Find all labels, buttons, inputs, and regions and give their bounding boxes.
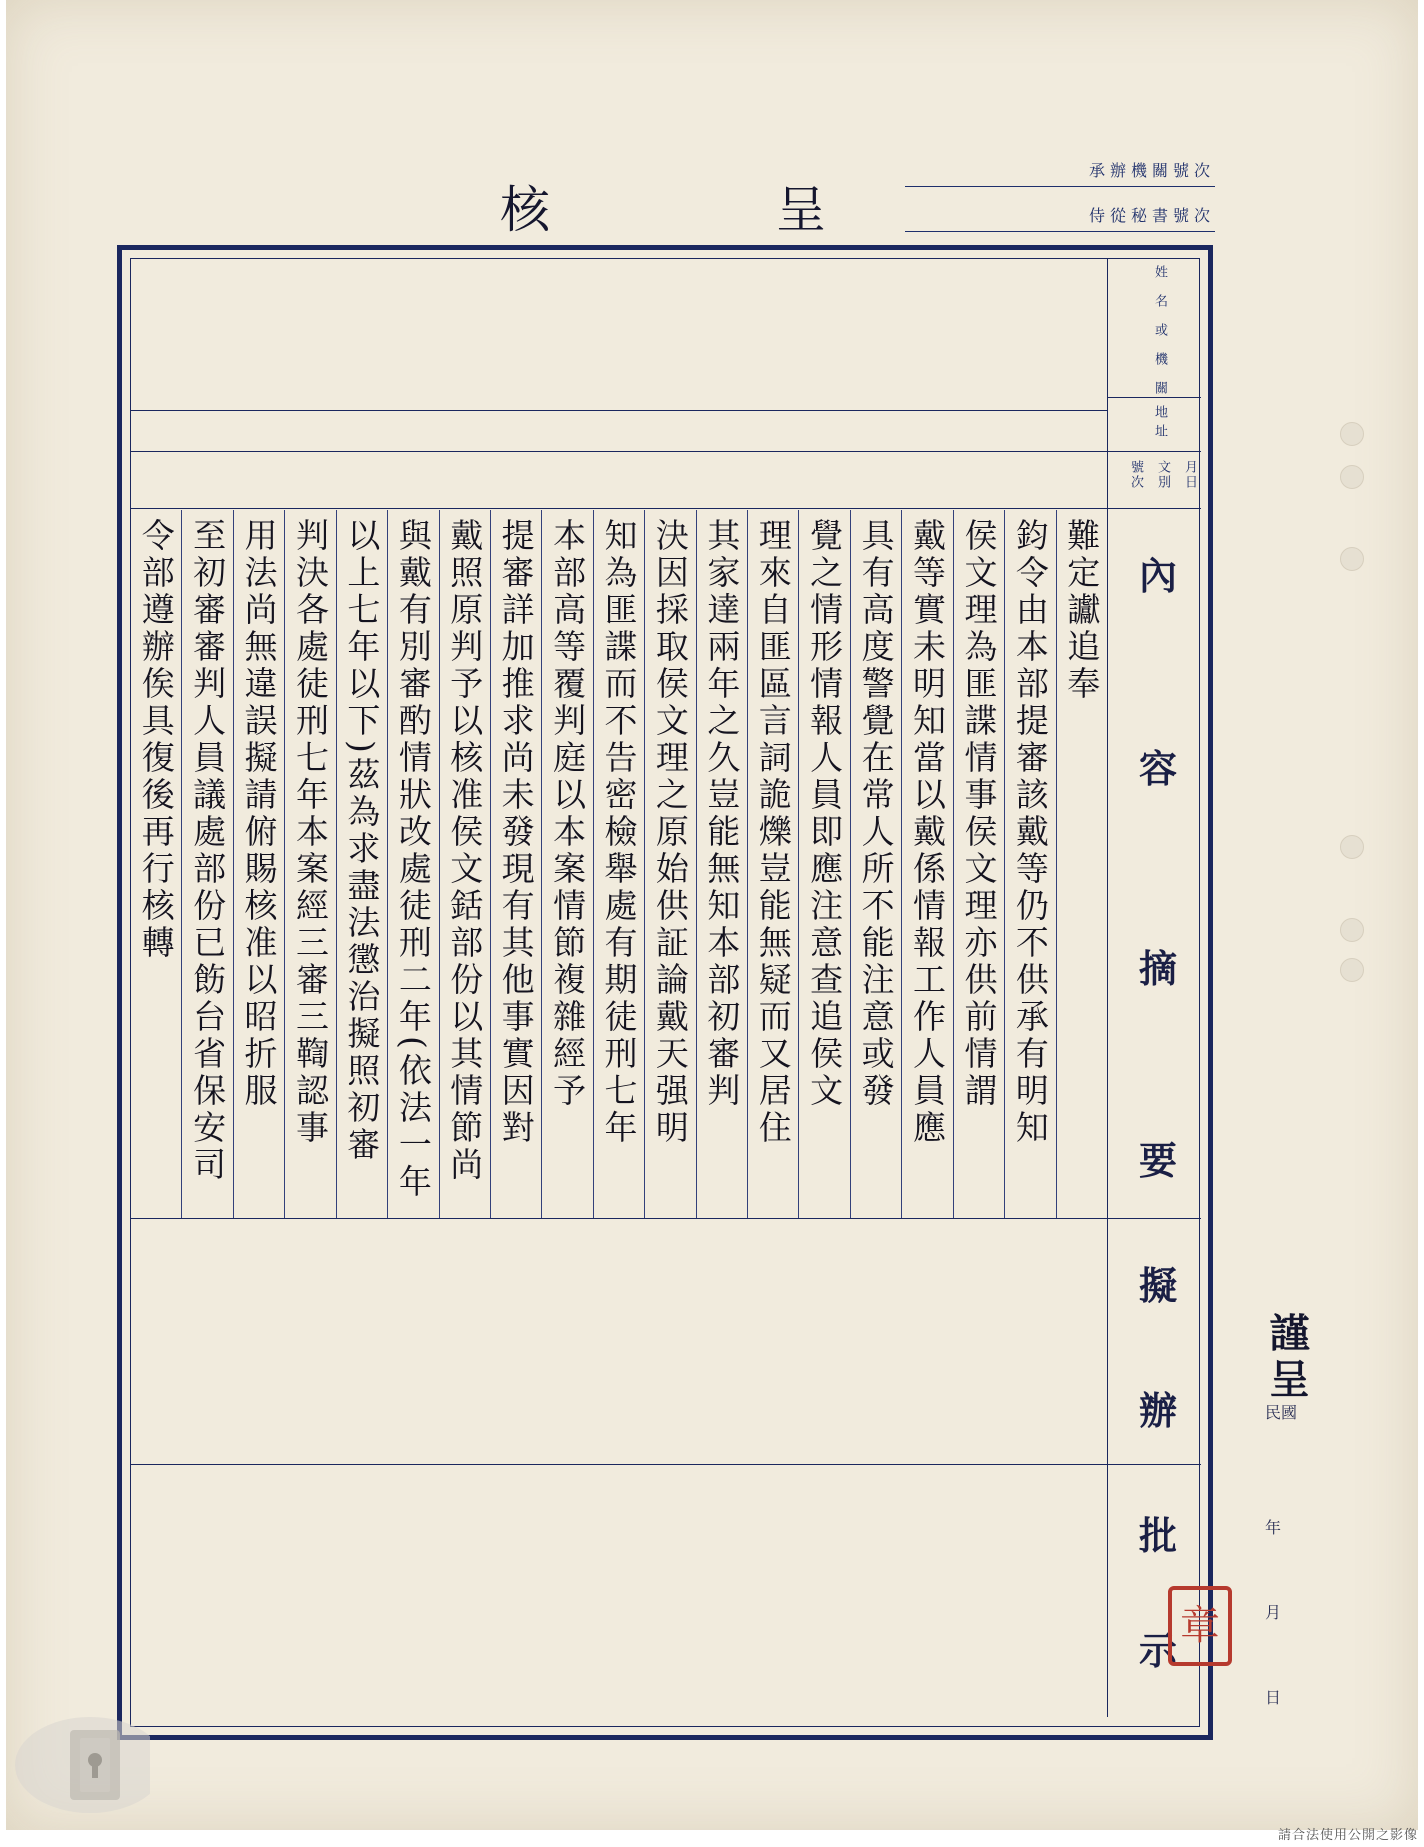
header-row-handling-agency: 承辦機關號次 xyxy=(905,156,1215,187)
body-text-column: 判決各處徒刑七年本案經三審三鞫認事 xyxy=(290,518,330,1147)
red-seal-stamp xyxy=(1168,1586,1232,1666)
label-number: 號次 xyxy=(1128,460,1143,490)
binder-hole xyxy=(1340,835,1364,859)
body-text-column: 具有高度警覺在常人所不能注意或發 xyxy=(856,518,896,1110)
body-text-column: 戴等實未明知當以戴係情報工作人員應 xyxy=(908,518,948,1147)
binder-hole xyxy=(1340,918,1364,942)
body-text-column: 鈞令由本部提審該戴等仍不供承有明知 xyxy=(1010,518,1050,1147)
body-text-column: 用法尚無違誤擬請俯賜核准以昭折服 xyxy=(239,518,279,1110)
archive-watermark-icon xyxy=(10,1700,150,1820)
proposal-section-divider xyxy=(130,1464,1201,1465)
date-year: 年 xyxy=(1265,1518,1282,1537)
section-label-rong: 容 xyxy=(1138,746,1177,791)
header-row-aide-secretary: 侍從秘書號次 xyxy=(905,201,1215,232)
date-month: 月 xyxy=(1265,1603,1282,1622)
summary-section-divider xyxy=(130,1218,1201,1219)
document-title xyxy=(500,170,830,242)
body-text-column: 至初審審判人員議處部份已飭台省保安司 xyxy=(188,518,228,1184)
section-label-zhai: 摘 xyxy=(1138,946,1177,991)
body-text-column: 與戴有別審酌情狀改處徒刑二年(依法一年 xyxy=(393,518,433,1201)
binder-hole xyxy=(1340,465,1364,489)
date-row-divider xyxy=(130,508,1201,509)
seal-text: 章 xyxy=(1180,1603,1220,1649)
binder-hole xyxy=(1340,547,1364,571)
label-doc-type: 文別 xyxy=(1155,460,1170,490)
body-text-column: 覺之情形情報人員即應注意查追侯文 xyxy=(805,518,845,1110)
date-day: 日 xyxy=(1265,1688,1282,1707)
label-name-or-agency: 姓名或機關 xyxy=(1152,265,1167,410)
body-text-column: 知為匪諜而不告密檢舉處有期徒刑七年 xyxy=(599,518,639,1147)
body-text-column: 難定讞追奉 xyxy=(1062,518,1102,703)
body-text-column: 以上七年以下)茲為求盡法懲治擬照初審 xyxy=(342,518,382,1164)
body-text-column: 理來自匪區言詞詭爍豈能無疑而又居住 xyxy=(753,518,793,1147)
address-row-divider xyxy=(130,451,1201,452)
section-label-pi: 批 xyxy=(1138,1513,1177,1558)
binder-hole xyxy=(1340,422,1364,446)
date-era: 民國 xyxy=(1265,1403,1298,1422)
binder-hole xyxy=(1340,958,1364,982)
section-label-shi: 示 xyxy=(1138,1628,1177,1673)
body-text-column: 其家達兩年之久豈能無知本部初審判 xyxy=(702,518,742,1110)
section-label-ni: 擬 xyxy=(1138,1263,1177,1308)
body-text-column: 本部高等覆判庭以本案情節複雜經予 xyxy=(548,518,588,1110)
body-text-column: 決因採取侯文理之原始供証論戴天强明 xyxy=(650,518,690,1147)
footer-usage-notice: 請合法使用公開之影像 xyxy=(1277,1828,1418,1843)
section-label-yao: 要 xyxy=(1138,1138,1177,1183)
body-text-column: 侯文理為匪諜情事侯文理亦供前情謂 xyxy=(959,518,999,1110)
body-text-column: 戴照原判予以核准侯文銛部份以其情節尚 xyxy=(445,518,485,1184)
label-address: 地址 xyxy=(1152,405,1167,443)
closing-jincheng: 謹呈 xyxy=(1263,1312,1310,1404)
section-label-nei: 內 xyxy=(1138,553,1177,598)
name-row-divider xyxy=(130,410,1107,411)
label-date: 月日 xyxy=(1182,460,1197,490)
title-char-cheng: 呈 xyxy=(776,181,830,239)
body-text-column: 令部遵辦俟具復後再行核轉 xyxy=(136,518,176,962)
title-char-he: 核 xyxy=(500,181,554,239)
section-label-ban: 辦 xyxy=(1138,1388,1177,1433)
body-text-column: 提審詳加推求尚未發現有其他事實因對 xyxy=(496,518,536,1147)
